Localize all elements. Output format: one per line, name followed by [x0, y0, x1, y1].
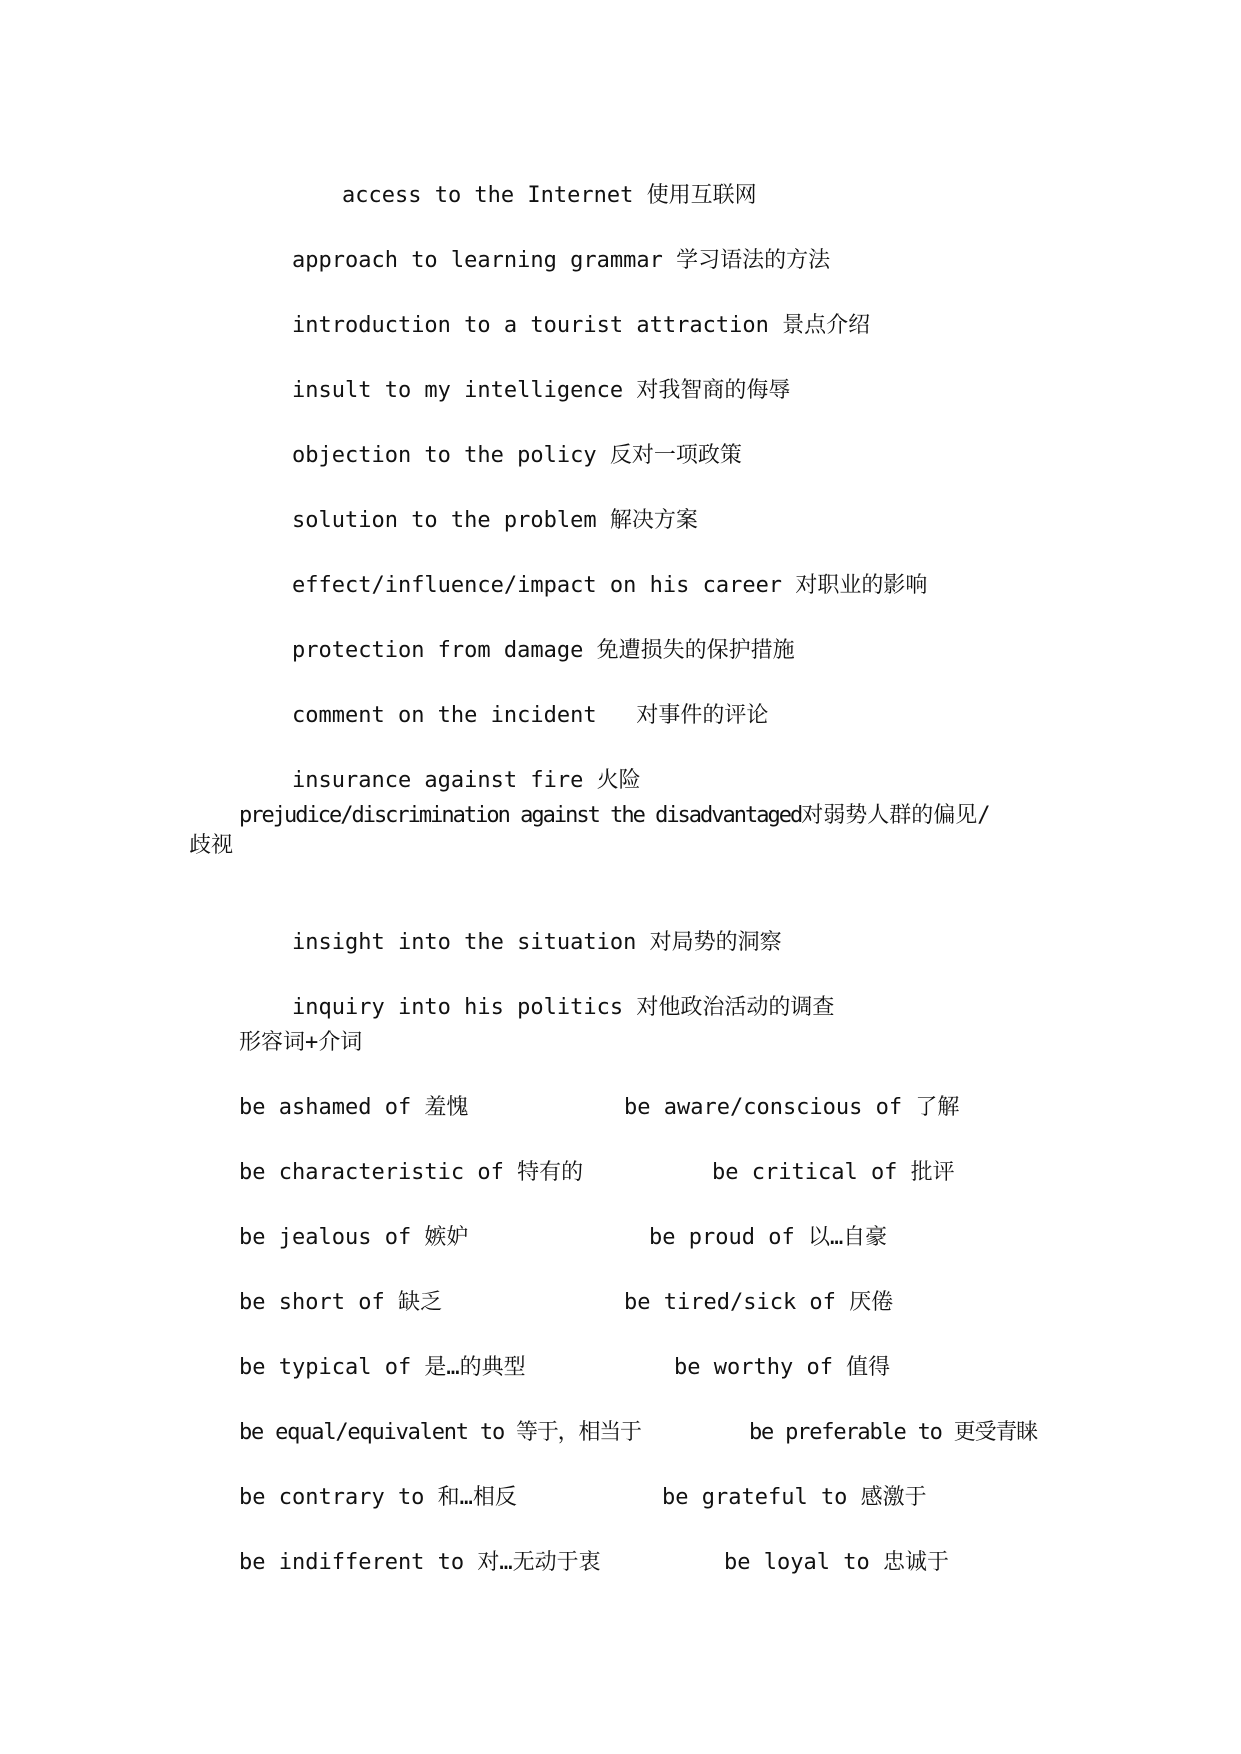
- phrase-en: approach to learning grammar: [291, 248, 663, 273]
- phrase-en: comment on the incident: [291, 703, 597, 728]
- phrase-en: objection to the policy: [291, 443, 597, 468]
- phrase-en: solution to the problem: [291, 508, 597, 533]
- phrase-en: insurance against fire: [291, 768, 584, 793]
- phrase-zh: 景点介绍: [782, 313, 871, 338]
- phrase-en: prejudice/discrimination against the disadvantaged: [239, 803, 802, 828]
- adj-phrase-left: be equal/equivalent to 等于，相当于: [239, 1420, 641, 1445]
- phrase-en: effect/influence/impact on his career: [291, 573, 783, 598]
- adj-phrase-left: be short of 缺乏: [239, 1290, 442, 1315]
- adj-phrase-right: be loyal to 忠诚于: [724, 1550, 949, 1575]
- phrase-zh: 解决方案: [609, 508, 698, 533]
- adj-phrase-left: be contrary to 和…相反: [239, 1485, 517, 1510]
- adj-phrase-right: be aware/conscious of 了解: [624, 1095, 960, 1120]
- adj-phrase-right: be tired/sick of 厌倦: [624, 1290, 894, 1315]
- phrase-zh: 对弱势人群的偏见/: [801, 803, 991, 828]
- adj-phrase-right: be grateful to 感激于: [662, 1485, 927, 1510]
- phrase-en: insult to my intelligence: [291, 378, 624, 403]
- adj-phrase-right: be preferable to 更受青睐: [749, 1420, 1037, 1445]
- adj-phrase-left: be characteristic of 特有的: [239, 1160, 584, 1185]
- phrase-zh: 学习语法的方法: [676, 248, 831, 273]
- adj-phrase-right: be critical of 批评: [712, 1160, 955, 1185]
- adj-phrase-left: be indifferent to 对…无动于衷: [239, 1550, 601, 1575]
- phrase-zh: 对他政治活动的调查: [636, 995, 835, 1020]
- adj-phrase-left: be typical of 是…的典型: [239, 1355, 526, 1380]
- phrase-en: access to the Internet: [341, 183, 634, 208]
- phrase-zh-continued: 歧视: [189, 833, 234, 858]
- phrase-en: introduction to a tourist attraction: [291, 313, 769, 338]
- phrase-zh: 对事件的评论: [636, 703, 769, 728]
- adj-phrase-left: be ashamed of 羞愧: [239, 1095, 469, 1120]
- phrase-en: insight into the situation: [291, 930, 637, 955]
- phrase-zh: 对局势的洞察: [649, 930, 782, 955]
- phrase-zh: 火险: [596, 768, 641, 793]
- adj-phrase-right: be worthy of 值得: [674, 1355, 891, 1380]
- section-heading: 形容词+介词: [239, 1030, 363, 1055]
- phrase-line-wrapped: [189, 801, 1059, 861]
- adj-phrase-left: be jealous of 嫉妒: [239, 1225, 469, 1250]
- phrase-zh: 对职业的影响: [795, 573, 928, 598]
- phrase-en: protection from damage: [291, 638, 584, 663]
- phrase-zh: 反对一项政策: [609, 443, 742, 468]
- phrase-zh: 使用互联网: [646, 183, 757, 208]
- phrase-zh: 免遭损失的保护措施: [596, 638, 795, 663]
- phrase-en: inquiry into his politics: [291, 995, 624, 1020]
- adj-phrase-right: be proud of 以…自豪: [649, 1225, 888, 1250]
- phrase-zh: 对我智商的侮辱: [636, 378, 791, 403]
